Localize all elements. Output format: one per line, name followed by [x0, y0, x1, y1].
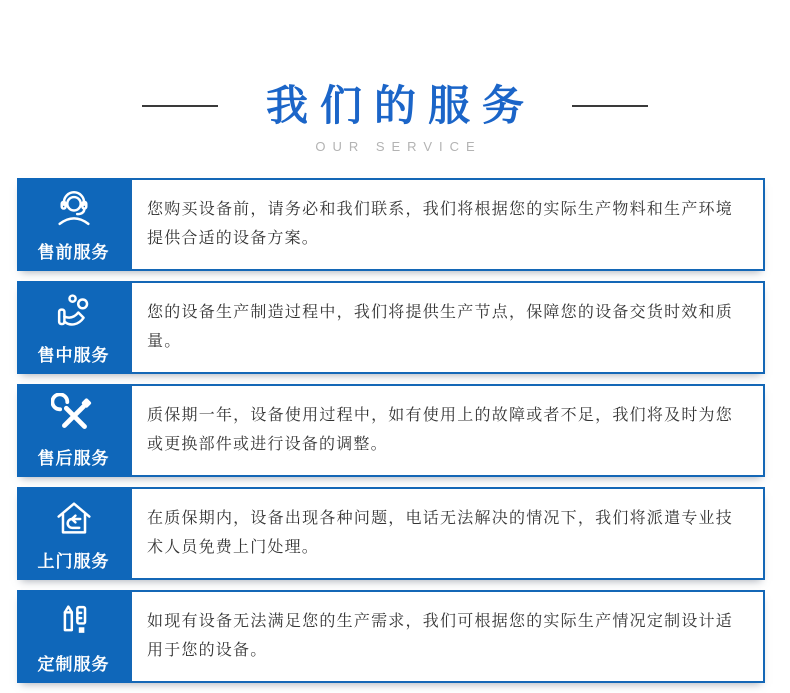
service-list: [17, 178, 765, 683]
section-subtitle: OUR SERVICE: [315, 139, 482, 154]
service-row: [17, 590, 765, 683]
left-dash-divider: [142, 105, 218, 107]
title-row: [0, 82, 790, 130]
right-dash-divider: [572, 105, 648, 107]
service-description-text: 质保期一年，设备使用过程中，如有使用上的故障或者不足，我们将及时为您或更换部件或进行设备的调整。: [147, 406, 733, 453]
section-title: 我们的服务: [265, 82, 536, 129]
service-description-text: 您的设备生产制造过程中，我们将提供生产节点，保障您的设备交货时效和质量。: [147, 303, 733, 350]
service-description-box: [130, 384, 765, 477]
service-row: [17, 178, 765, 271]
section-header: [0, 82, 790, 154]
service-description-box: [130, 281, 765, 374]
service-description-text: 您购买设备前，请务必和我们联系，我们将根据您的实际生产物料和生产环境提供合适的设备方案。: [147, 200, 733, 247]
service-description-text: 在质保期内，设备出现各种问题，电话无法解决的情况下，我们将派遣专业技术人员免费上门处理。: [147, 509, 733, 556]
service-tile-label: 售中服务: [37, 346, 110, 365]
service-description-box: [130, 178, 765, 271]
service-row: [17, 487, 765, 580]
service-description-text: 如现有设备无法满足您的生产需求，我们可根据您的实际生产情况定制设计适用于您的设备。: [147, 612, 733, 659]
service-tile: [17, 590, 130, 683]
service-row: [17, 384, 765, 477]
service-row: [17, 281, 765, 374]
service-tile: [17, 384, 130, 477]
service-tile: [17, 487, 130, 580]
service-description-box: [130, 487, 765, 580]
service-tile-label: 上门服务: [37, 552, 110, 571]
service-tile-label: 定制服务: [37, 655, 110, 674]
service-tile: [17, 178, 130, 271]
service-tile-label: 售后服务: [37, 449, 110, 468]
service-tile: [17, 281, 130, 374]
service-description-box: [130, 590, 765, 683]
service-tile-label: 售前服务: [37, 243, 110, 262]
